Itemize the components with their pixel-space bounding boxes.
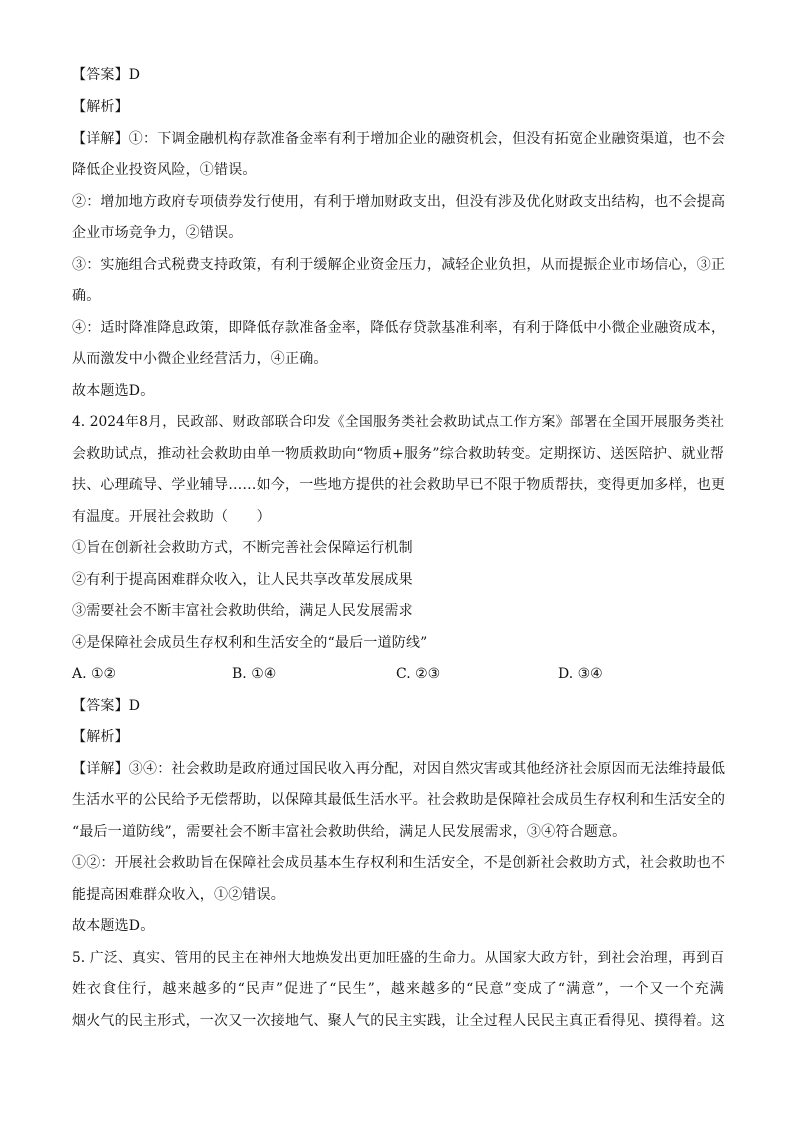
option-c: C. ②③ xyxy=(396,666,441,682)
question-4-line: 4. 2024年8月，民政部、财政部联合印发《全国服务类社会救助试点工作方案》部署在全国开展服务类社 xyxy=(72,414,724,430)
detail-line: 从而激发中小微企业经营活力，④正确。 xyxy=(72,351,328,367)
detail-line: 能提高困难群众收入，①②错误。 xyxy=(72,887,285,903)
conclusion-line: 故本题选D。 xyxy=(72,918,155,934)
detail-line: “最后一道防线”，需要社会不断丰富社会救助供给，满足人民发展需求，③④符合题意。 xyxy=(72,824,627,840)
question-4-line: 会救助试点，推动社会救助由单一物质救助向“物质+服务”综合救助转变。定期探访、送医陪护、就业帮 xyxy=(72,446,724,462)
answer-label: 【答案】D xyxy=(72,67,141,83)
statement-1: ①旨在创新社会救助方式，不断完善社会保障运行机制 xyxy=(72,540,413,556)
detail-line: ②：增加地方政府专项债券发行使用，有利于增加财政支出，但没有涉及优化财政支出结构，也不会提高 xyxy=(72,194,726,210)
option-b: B. ①④ xyxy=(232,666,277,682)
question-4-line: 扶、心理疏导、学业辅导……如今，一些地方提供的社会救助早已不限于物质帮扶，变得更加多样，也更 xyxy=(72,477,726,493)
conclusion-line: 故本题选D。 xyxy=(72,383,155,399)
question-4-line: 有温度。开展社会救助（ ） xyxy=(72,509,271,525)
detail-line: ④：适时降准降息政策，即降低存款准备金率，降低存贷款基准利率，有利于降低中小微企业融资成本， xyxy=(72,320,726,336)
detail-line: ③：实施组合式税费支持政策，有利于缓解企业资金压力，减轻企业负担，从而提振企业市场信心，③正 xyxy=(72,257,726,273)
option-d: D. ③④ xyxy=(558,666,603,682)
detail-line: 【详解】①：下调金融机构存款准备金率有利于增加企业的融资机会，但没有拓宽企业融资渠道，也不会 xyxy=(72,131,726,147)
detail-line: 【详解】③④：社会救助是政府通过国民收入再分配，对因自然灾害或其他经济社会原因而无法维持最低 xyxy=(72,761,726,777)
answer-options xyxy=(72,665,724,683)
question-5-line: 5. 广泛、真实、管用的民主在神州大地焕发出更加旺盛的生命力。从国家大政方针，到社会治理，再到百 xyxy=(72,950,724,966)
statement-2: ②有利于提高困难群众收入，让人民共享改革发展成果 xyxy=(72,572,413,588)
detail-line: 确。 xyxy=(72,288,101,304)
detail-line: ①②：开展社会救助旨在保障社会成员基本生存权利和生活安全，不是创新社会救助方式，社会救助也不 xyxy=(72,855,726,871)
answer-label: 【答案】D xyxy=(72,698,141,714)
question-5-line: 烟火气的民主形式，一次又一次接地气、聚人气的民主实践，让全过程人民民主真正看得见、摸得着。这 xyxy=(72,1013,726,1029)
statement-4: ④是保障社会成员生存权利和生活安全的“最后一道防线” xyxy=(72,635,428,651)
statement-3: ③需要社会不断丰富社会救助供给，满足人民发展需求 xyxy=(72,603,413,619)
detail-line: 生活水平的公民给予无偿帮助，以保障其最低生活水平。社会救助是保障社会成员生存权利和生活安全的 xyxy=(72,792,726,808)
analysis-label: 【解析】 xyxy=(72,729,129,745)
analysis-label: 【解析】 xyxy=(72,99,129,115)
option-a: A. ①② xyxy=(72,666,117,682)
question-5-line: 姓衣食住行，越来越多的“民声”促进了“民生”，越来越多的“民意”变成了“满意”，一个又一个充满 xyxy=(72,981,724,997)
detail-line: 降低企业投资风险，①错误。 xyxy=(72,162,257,178)
detail-line: 企业市场竞争力，②错误。 xyxy=(72,225,243,241)
